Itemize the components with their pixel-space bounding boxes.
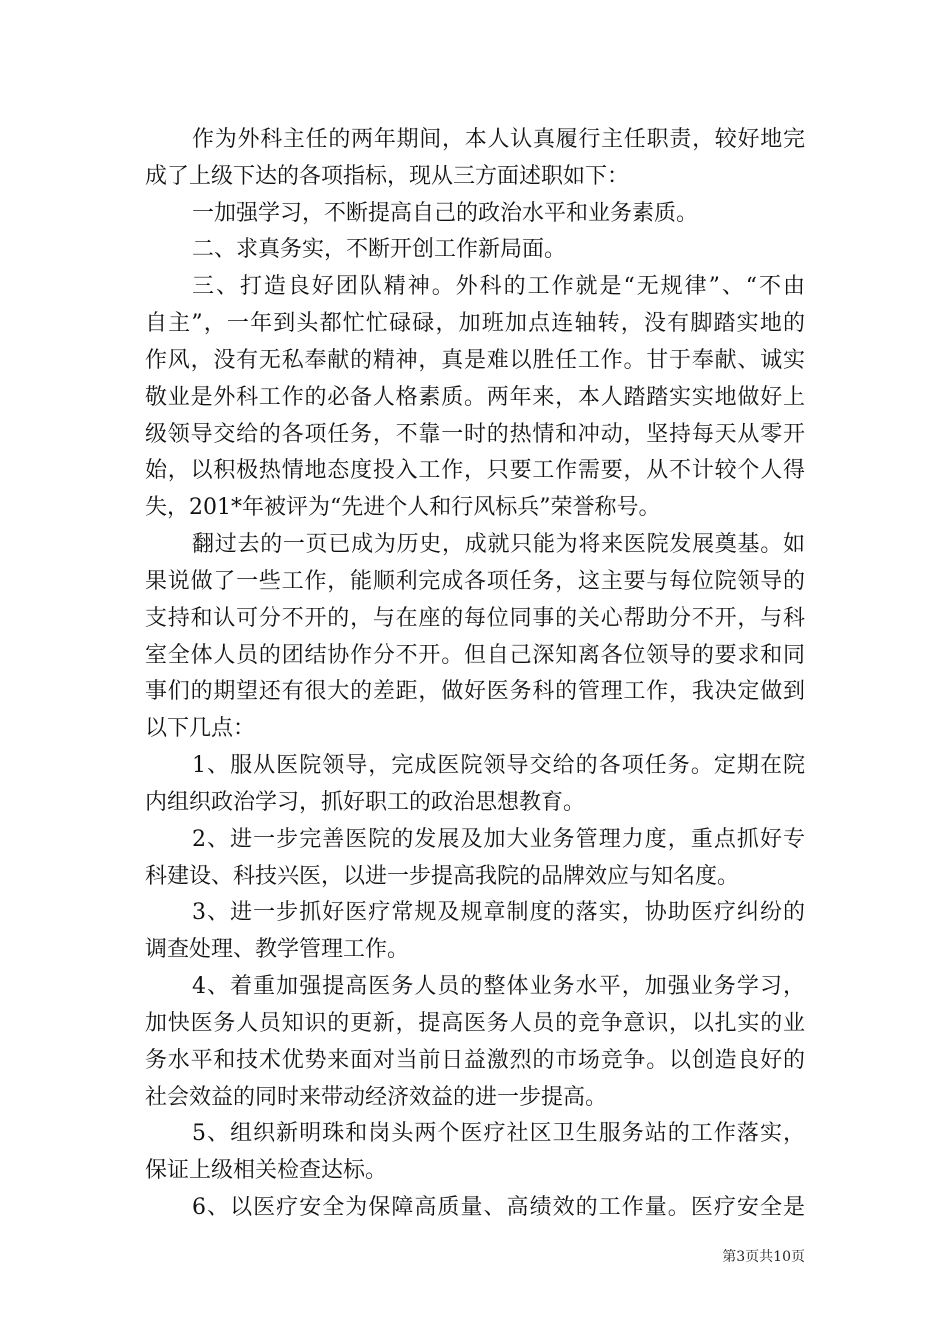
text-line: 5、组织新明珠和岗头两个医疗社区卫生服务站的工作落实， (192, 1121, 805, 1147)
text-line: 务水平和技术优势来面对当前日益激烈的市场竞争。以创造良好的 (145, 1047, 805, 1073)
paragraph (145, 122, 805, 196)
text-line: 调查处理、教学管理工作。 (145, 937, 410, 963)
text-line: 敬业是外科工作的必备人格素质。两年来，本人踏踏实实地做好上 (145, 384, 805, 410)
text-line: 作为外科主任的两年期间，本人认真履行主任职责，较好地完 (192, 127, 805, 152)
text-line: 作风，没有无私奉献的精神，真是难以胜任工作。甘于奉献、诚实 (145, 347, 805, 373)
text-line: 支持和认可分不开的，与在座的每位同事的关心帮助分不开，与科 (145, 605, 805, 631)
text-line: 翻过去的一页已成为历史，成就只能为将来医院发展奠基。如 (192, 532, 805, 558)
paragraph (145, 969, 805, 1116)
text-line: 二、求真务实，不断开创工作新局面。 (192, 237, 567, 263)
text-line: 三、打造良好团队精神。外科的工作就是“无规律”、“不由 (192, 274, 805, 300)
text-line: 内组织政治学习，抓好职工的政治思想教育。 (145, 789, 586, 815)
text-line: 4、着重加强提高医务人员的整体业务水平，加强业务学习， (192, 974, 805, 1000)
paragraph (145, 232, 805, 269)
text-line: 6、以医疗安全为保障高质量、高绩效的工作量。医疗安全是 (192, 1195, 805, 1221)
text-line: 果说做了一些工作，能顺利完成各项任务，这主要与每位院领导的 (145, 568, 805, 594)
text-line: 1、服从医院领导，完成医院领导交给的各项任务。定期在院 (192, 753, 805, 779)
text-line: 社会效益的同时来带动经济效益的进一步提高。 (145, 1084, 608, 1110)
page-number-footer: 第3页共10页 (722, 1249, 805, 1265)
text-line: 保证上级相关检查达标。 (145, 1158, 388, 1184)
paragraph (145, 269, 805, 527)
text-line: 科建设、科技兴医，以进一步提高我院的品牌效应与知名度。 (145, 863, 740, 889)
paragraph (145, 1116, 805, 1190)
text-line: 2、进一步完善医院的发展及加大业务管理力度，重点抓好专 (192, 826, 805, 852)
text-line: 成了上级下达的各项指标，现从三方面述职如下： (145, 163, 630, 189)
paragraph (145, 822, 805, 896)
text-line: 自主”，一年到头都忙忙碌碌，加班加点连轴转，没有脚踏实地的 (145, 311, 805, 337)
text-line: 失，201*年被评为“先进个人和行风标兵”荣誉称号。 (145, 495, 661, 521)
paragraph (145, 196, 805, 233)
text-line: 一加强学习，不断提高自己的政治水平和业务素质。 (192, 200, 699, 226)
text-line: 室全体人员的团结协作分不开。但自己深知离各位领导的要求和同 (145, 642, 805, 668)
text-line: 3、进一步抓好医疗常规及规章制度的落实，协助医疗纠纷的 (192, 900, 805, 926)
text-line: 级领导交给的各项任务，不靠一时的热情和冲动，坚持每天从零开 (145, 421, 805, 447)
text-line: 以下几点： (145, 716, 256, 742)
paragraph (145, 895, 805, 969)
text-line: 加快医务人员知识的更新，提高医务人员的竞争意识，以扎实的业 (145, 1010, 805, 1036)
text-line: 始，以积极热情地态度投入工作，只要工作需要，从不计较个人得 (145, 458, 805, 484)
document-body (145, 122, 805, 1227)
paragraph (145, 1190, 805, 1227)
paragraph (145, 527, 805, 748)
text-line: 事们的期望还有很大的差距，做好医务科的管理工作，我决定做到 (145, 679, 805, 705)
paragraph (145, 748, 805, 822)
